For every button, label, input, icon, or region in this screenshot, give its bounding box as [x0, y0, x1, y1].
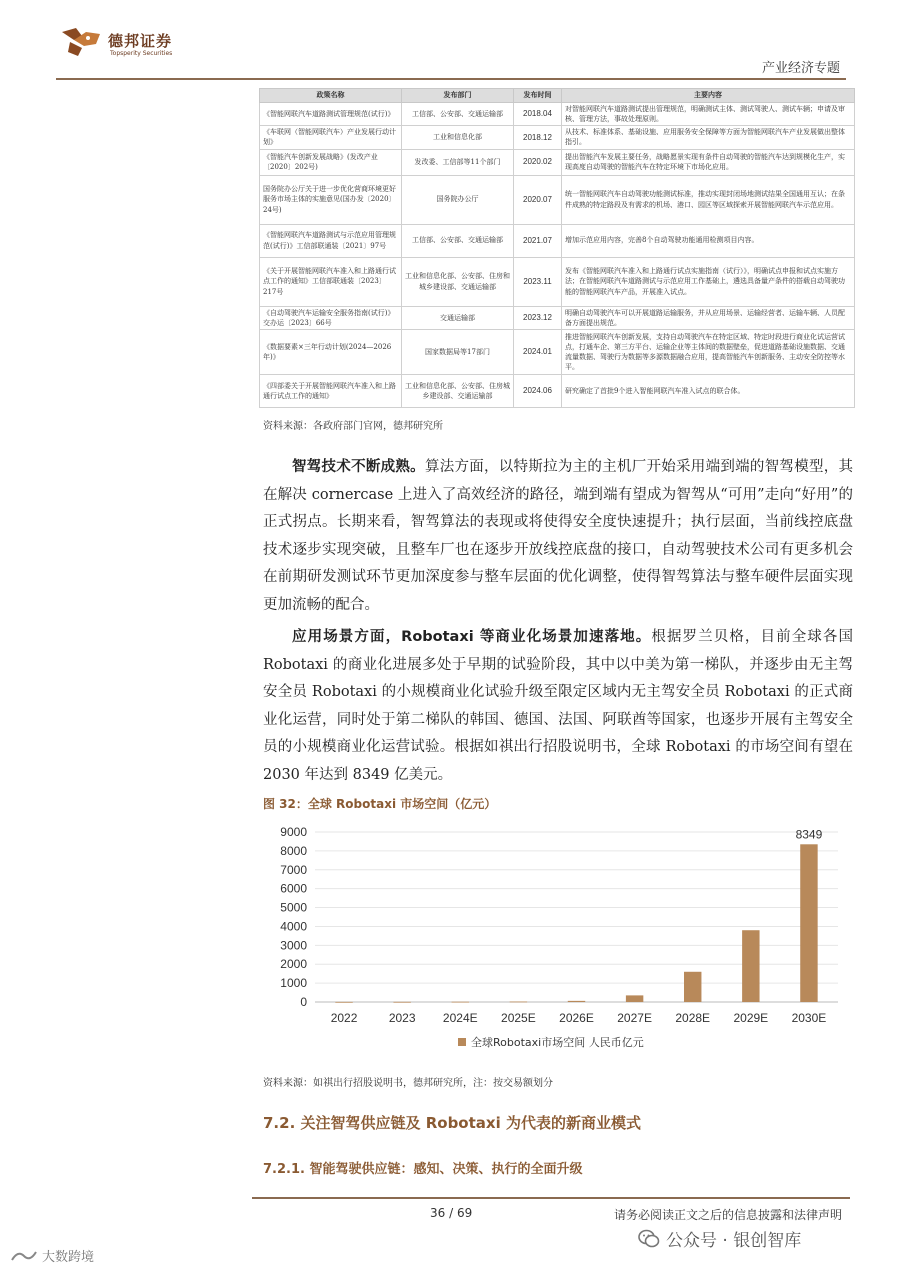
policy-content: 对智能网联汽车道路测试提出管理规范，明确测试主体、测试驾驶人、测试车辆；申请及审核、管理方法，事故处理原则。	[562, 103, 855, 126]
policy-date: 2018.12	[514, 126, 562, 149]
y-tick-label: 7000	[280, 862, 307, 877]
policy-department: 国务院办公厅	[402, 175, 514, 224]
paragraph-robotaxi	[263, 624, 853, 789]
policy-date: 2023.11	[514, 257, 562, 306]
policy-table	[259, 88, 855, 408]
paragraph-lead: 智驾技术不断成熟。	[292, 459, 425, 475]
policy-department: 工业和信息化部	[402, 126, 514, 149]
table-row	[260, 374, 855, 407]
y-tick-label: 3000	[280, 938, 307, 953]
table-row	[260, 329, 855, 374]
wechat-watermark	[638, 1226, 801, 1251]
bar	[510, 1002, 527, 1003]
x-tick-label: 2022	[330, 1011, 358, 1025]
table-row	[260, 175, 855, 224]
policy-date: 2023.12	[514, 306, 562, 329]
table-row	[260, 257, 855, 306]
table-source-note: 资料来源：各政府部门官网，德邦研究所	[263, 421, 443, 432]
y-tick-label: 5000	[280, 900, 307, 915]
policy-content: 提出智能汽车发展主要任务，战略愿景实现有条件自动驾驶的智能汽车达到规模化生产，实现高度自动驾驶的智能汽车在特定环境下市场化应用。	[562, 149, 855, 175]
wechat-icon	[638, 1229, 660, 1249]
table-header-cell: 发布部门	[402, 89, 514, 103]
bar-chart-svg	[263, 818, 851, 1058]
x-tick-label: 2027E	[617, 1011, 652, 1025]
legend-label: 全球Robotaxi市场空间 人民币亿元	[471, 1036, 644, 1049]
policy-department: 交通运输部	[402, 306, 514, 329]
figure-title: 图 32：全球 Robotaxi 市场空间（亿元）	[263, 797, 497, 811]
section-heading-7-2: 7.2. 关注智驾供应链及 Robotaxi 为代表的新商业模式	[263, 1114, 641, 1132]
policy-name: 《数据要素×三年行动计划(2024—2026年)》	[260, 329, 402, 374]
page-number: 36 / 69	[430, 1206, 473, 1220]
policy-name: 《智能网联汽车道路测试与示范应用管理规范(试行)》工信部联通装〔2021〕97号	[260, 224, 402, 257]
x-tick-label: 2026E	[559, 1011, 594, 1025]
policy-date: 2018.04	[514, 103, 562, 126]
company-logo-icon	[60, 26, 102, 58]
policy-date: 2020.02	[514, 149, 562, 175]
x-tick-label: 2030E	[791, 1011, 827, 1025]
y-tick-label: 9000	[280, 825, 307, 839]
policy-date: 2021.07	[514, 224, 562, 257]
brand-swoosh-icon	[10, 1248, 38, 1264]
paragraph-body: 根据罗兰贝格，目前全球各国 Robotaxi 的商业化进展多处于早期的试验阶段，其中以中美为第一梯队，并逐步由无主驾安全员 Robotaxi 的小规模商业化试验升级至限定区域内无主驾安全员 Robotaxi 的正式商业化运营，同时处于第二梯队的韩国、德国、法国、阿联酋等国家，也逐步开展有主驾安全员的小规模商业化运营试验。根据如祺出行招股说明书，全球 Robotaxi 的市场空间有望在 2030 年达到 8349 亿美元。	[263, 629, 853, 783]
data-label: 8349	[795, 827, 823, 842]
robotaxi-market-chart	[263, 818, 851, 1058]
bar	[684, 972, 701, 1002]
table-row	[260, 103, 855, 126]
policy-content: 推进智能网联汽车创新发展，支持自动驾驶汽车在特定区域、特定时段进行商业化试运营试点，打通车企、第三方平台、运输企业等主体间的数据壁垒，促进道路基础设施数据、交通流量数据、驾驶行为数据等多源数据融合应用，提高智能汽车创新服务、主动安全防控等水平。	[562, 329, 855, 374]
x-tick-label: 2028E	[675, 1011, 711, 1025]
policy-date: 2024.01	[514, 329, 562, 374]
table-row	[260, 149, 855, 175]
wechat-account-name: 公众号 · 银创智库	[666, 1231, 802, 1251]
policy-department: 工业和信息化部、公安部、住房和城乡建设部、交通运输部	[402, 257, 514, 306]
policy-name: 《自动驾驶汽车运输安全服务指南(试行)》交办运〔2023〕66号	[260, 306, 402, 329]
logo-text: 德邦证券	[108, 32, 173, 50]
table-header-cell: 发布时间	[514, 89, 562, 103]
paragraph-lead: 应用场景方面，Robotaxi 等商业化场景加速落地。	[292, 629, 652, 645]
legend-swatch	[458, 1038, 466, 1046]
table-row	[260, 224, 855, 257]
bar	[452, 1002, 469, 1003]
bar	[393, 1002, 410, 1003]
policy-date: 2020.07	[514, 175, 562, 224]
table-header-cell: 政策名称	[260, 89, 402, 103]
x-tick-label: 2023	[388, 1011, 416, 1025]
policy-content: 增加示范应用内容，完善8个自动驾驶功能通用检测项目内容。	[562, 224, 855, 257]
policy-name: 国务院办公厅关于进一步优化营商环境更好服务市场主体的实施意见(国办发〔2020〕24号)	[260, 175, 402, 224]
x-tick-label: 2024E	[442, 1011, 478, 1025]
policy-content: 统一智能网联汽车自动驾驶功能测试标准，推动实现封闭场地测试结果全国通用互认；在条件成熟的特定路段及有需求的机场、港口、园区等区域探索开展智能网联汽车示范应用。	[562, 175, 855, 224]
y-tick-label: 0	[300, 995, 307, 1009]
footer-disclaimer: 请务必阅读正文之后的信息披露和法律声明	[613, 1208, 842, 1222]
table-header-row	[260, 89, 855, 103]
table-row	[260, 126, 855, 149]
y-tick-label: 6000	[280, 881, 307, 896]
figure-source-note: 资料来源：如祺出行招股说明书，德邦研究所，注：按交易额划分	[263, 1078, 553, 1089]
report-section-label: 产业经济专题	[761, 61, 840, 76]
footer-divider	[252, 1197, 850, 1199]
paragraph-body: 算法方面，以特斯拉为主的主机厂开始采用端到端的智驾模型，其在解决 cornercase 上进入了高效经济的路径，端到端有望成为智驾从“可用”走向“好用”的正式拐点。长期来看，智驾算法的表现或将使得安全度快速提升；执行层面，当前线控底盘技术逐步实现突破，且整车厂也在逐步开放线控底盘的接口，自动驾驶技术公司有更多机会在前期研发测试环节更加深度参与整车层面的优化调整，使得智驾算法与整车硬件层面实现更加流畅的配合。	[263, 459, 854, 613]
bar	[626, 995, 643, 1002]
header-divider	[56, 78, 846, 80]
corner-watermark-text: 大数跨境	[42, 1250, 95, 1265]
policy-content: 研究确定了首批9个进入智能网联汽车准入试点的联合体。	[562, 374, 855, 407]
policy-content: 从技术、标准体系、基础设施、应用服务安全保障等方面为智能网联汽车产业发展做出整体指引。	[562, 126, 855, 149]
x-tick-label: 2025E	[501, 1011, 536, 1025]
bar	[800, 844, 817, 1002]
table-header-cell: 主要内容	[562, 89, 855, 103]
policy-name: 《智能汽车创新发展战略》(发改产业〔2020〕202号)	[260, 149, 402, 175]
policy-name: 《关于开展智能网联汽车准入和上路通行试点工作的通知》工信部联通装〔2023〕217号	[260, 257, 402, 306]
policy-department: 工信部、公安部、交通运输部	[402, 224, 514, 257]
policy-department: 工业和信息化部、公安部、住房城乡建设部、交通运输部	[402, 374, 514, 407]
policy-department: 工信部、公安部、交通运输部	[402, 103, 514, 126]
policy-name: 《智能网联汽车道路测试管理规范(试行)》	[260, 103, 402, 126]
bar	[335, 1002, 352, 1003]
policy-name: 《车联网（智能网联汽车）产业发展行动计划》	[260, 126, 402, 149]
y-tick-label: 2000	[280, 957, 307, 972]
y-tick-label: 8000	[280, 843, 307, 858]
logo-subtext: Topsperity Securities	[110, 50, 173, 57]
page-header	[0, 0, 900, 85]
policy-name: 《四部委关于开展智能网联汽车准入和上路通行试点工作的通知》	[260, 374, 402, 407]
bar	[742, 930, 759, 1002]
x-tick-label: 2029E	[733, 1011, 769, 1025]
policy-date: 2024.06	[514, 374, 562, 407]
table-row	[260, 306, 855, 329]
bar	[568, 1001, 585, 1002]
paragraph-autonomous-tech	[263, 454, 853, 619]
policy-department: 发改委、工信部等11个部门	[402, 149, 514, 175]
policy-content: 发布《智能网联汽车准入和上路通行试点实施指南（试行）》，明确试点申报和试点实施方法；在智能网联汽车道路测试与示范应用工作基础上，遴选具备量产条件的搭载自动驾驶功能的智能网联汽车产品，开展准入试点。	[562, 257, 855, 306]
corner-watermark	[10, 1246, 94, 1265]
y-tick-label: 4000	[280, 919, 307, 934]
y-tick-label: 1000	[280, 976, 307, 991]
policy-content: 明确自动驾驶汽车可以开展道路运输服务，并从应用场景、运输经营者、运输车辆、人员配备方面提出规范。	[562, 306, 855, 329]
section-heading-7-2-1: 7.2.1. 智能驾驶供应链：感知、决策、执行的全面升级	[263, 1162, 583, 1177]
policy-department: 国家数据局等17部门	[402, 329, 514, 374]
